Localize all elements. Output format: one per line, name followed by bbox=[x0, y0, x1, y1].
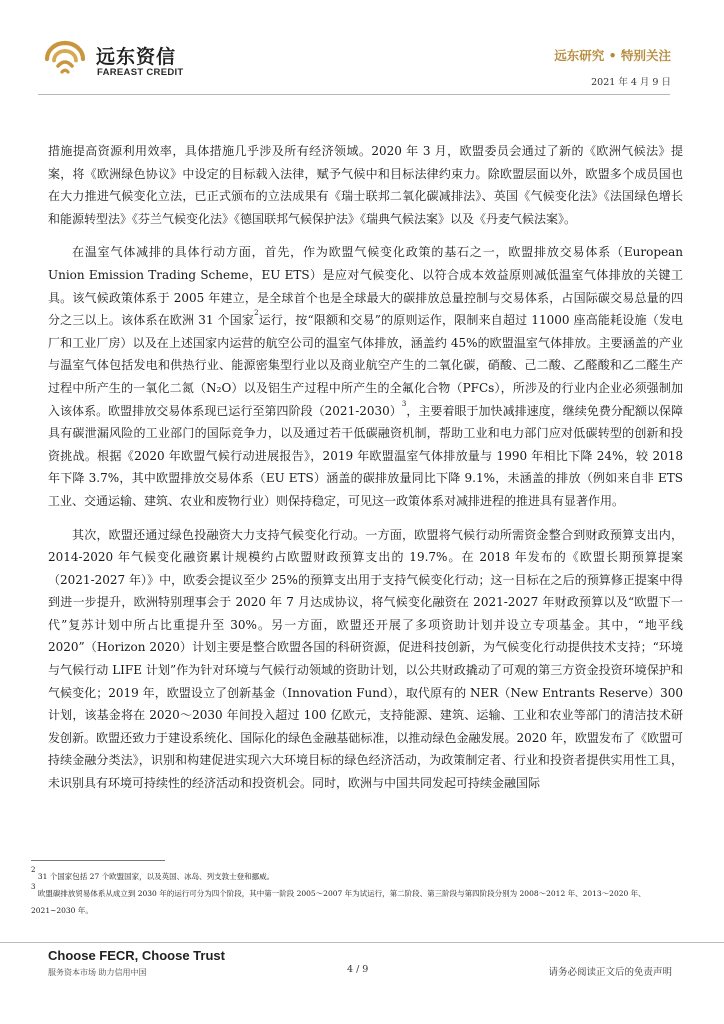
footnotes bbox=[31, 865, 683, 919]
footnote-2-mark: 2 bbox=[31, 865, 36, 874]
footer-tagline: 服务资本市场 助力信用中国 bbox=[48, 968, 147, 977]
footnote-ref-2[interactable]: 2 bbox=[254, 309, 259, 318]
paragraph-3: 其次，欧盟还通过绿色投融资大力支持气候变化行动。一方面，欧盟将气候行动所需资金整合到财政预算支出内，2014-2020 年气候变化融资累计规模约占欧盟财政预算支出的 19.7%。在 2018 年发布的《欧盟长期预算提案（2021-2027 年）》中，欧委会提议至少 25%的预算支出用于支持气候变化行动；这一目标在之后的预算修正提案中得到进一步提升，欧洲特别理事会于 2020 年 7 月达成协议，将气候变化融资在 2021-2027 年财政预算以及“欧盟下一代”复苏计划中所占比重提升至 30%。另一方面，欧盟还开展了多项资助计划并设立专项基金。其中，“地平线 2020”（Horizon 2020）计划主要是整合欧盟各国的科研资源，促进科技创新，为气候变化行动提供技术支持；“环境与气候行动 LIFE 计划”作为针对环境与气候行动领域的资助计划，以公共财政撬动了可观的第三方资金投资环境保护和气候变化；2019 年，欧盟设立了创新基金（Innovation Fund），取代原有的 NER（New Entrants Reserve）300 计划，该基金将在 2020～2030 年间投入超过 100 亿欧元，支持能源、建筑、运输、工业和农业等部门的清洁技术研发创新。欧盟还致力于建设系统化、国际化的绿色金融基础标准，以推动绿色金融发展。2020 年，欧盟发布了《欧盟可持续金融分类法》，识别和构建促进实现六大环境目标的绿色经济活动，为政策制定者、行业和投资者提供实用性工具，未识别具有环境可持续性的经济活动和投资机会。同时，欧洲与中国共同发起可持续金融国际 bbox=[48, 527, 683, 791]
paragraph-2-part-b: 运行，按“限额和交易”的原则运作，限制来自超过 11000 座高能耗设施（发电厂和工业厂房）以及在上述国家内运营的航空公司的温室气体排放，涵盖约 45%的欧盟温室气体排放。主要涵盖的产业与温室气体包括发电和供热行业、能源密集型行业以及商业航空产生的二氧化碳，硝酸、己二酸、乙醛酸和乙二醛生产过程中所产生的一氧化二氮（N₂O）以及铝生产过程中所产生的全氟化合物（PFCs），所涉及的行业内企业必须强制加入该体系。欧盟排放交易体系现已运行至第四阶段（2021-2030） bbox=[48, 313, 684, 418]
footnote-divider bbox=[31, 860, 165, 861]
footnote-2 bbox=[31, 865, 683, 885]
report-date: 2021 年 4 月 9 日 bbox=[591, 77, 671, 88]
footnote-2-text: 31 个国家包括 27 个欧盟国家，以及英国、冰岛、列支敦士登和挪威。 bbox=[37, 872, 275, 881]
paragraph-2 bbox=[48, 241, 683, 512]
brand-name-english: FAREAST CREDIT bbox=[97, 67, 184, 78]
footnote-3-text: 欧盟碳排放贸易体系从成立到 2030 年的运行可分为四个阶段，其中第一阶段 2005～2007 年为试运行，第二阶段、第三阶段与第四阶段分别为 2008～2012 年、2013～2020 年、2021~2030 年。 bbox=[31, 889, 646, 915]
fareast-credit-logo-icon bbox=[42, 40, 88, 76]
paragraph-2-part-c: ，主要着眼于加快减排速度，继续免费分配额以保障具有碳泄漏风险的工业部门的国际竞争力，以及通过若干低碳融资机制，帮助工业和电力部门应对低碳转型的创新和投资挑战。根据《2020 年欧盟气候行动进展报告》，2019 年欧盟温室气体排放量与 1990 年相比下降 24%，较 2018 年下降 3.7%，其中欧盟排放交易体系（EU ETS）涵盖的碳排放量同比下降 9.1%，未涵盖的排放（例如来自非 ETS 工业、交通运输、建筑、农业和废物行业）则保持稳定，可见这一政策体系对减排进程的推进具有显著作用。 bbox=[48, 403, 683, 508]
header-divider bbox=[38, 94, 670, 95]
footnote-ref-3[interactable]: 3 bbox=[401, 399, 407, 408]
brand-name: 远东资信 bbox=[96, 46, 177, 68]
footer-slogan: Choose FECR, Choose Trust bbox=[48, 948, 225, 963]
document-body bbox=[48, 140, 683, 806]
footnote-3-mark: 3 bbox=[31, 882, 36, 891]
paragraph-2-part-a: 在温室气体减排的具体行动方面，首先，作为欧盟气候变化政策的基石之一，欧盟排放交易体系（European Union Emission Trading Scheme，EU ETS）是应对气候变化、以符合成本效益原则减低温室气体排放的关键工具。该气候政策体系于 2005 年建立，是全球首个也是全球最大的碳排放总量控制与交易体系，占国际碳交易总量的四分之三以上。该体系在欧洲 31 个国家 bbox=[48, 245, 683, 328]
footer-divider bbox=[0, 942, 724, 943]
page-header bbox=[0, 0, 724, 110]
report-series-label: 远东研究 • 特别关注 bbox=[554, 48, 671, 63]
page-number: 4 / 9 bbox=[347, 964, 369, 975]
paragraph-1: 措施提高资源利用效率，具体措施几乎涉及所有经济领域。2020 年 3 月，欧盟委员会通过了新的《欧洲气候法》提案，将《欧洲绿色协议》中设定的目标载入法律，赋予气候中和目标法律约束力。除欧盟层面以外，欧盟多个成员国也在大力推进气候变化立法，已正式颁布的立法成果有《瑞士联邦二氧化碳减排法》、英国《气候变化法》《法国绿色增长和能源转型法》《芬兰气候变化法》《德国联邦气候保护法》《瑞典气候法案》以及《丹麦气候法案》。 bbox=[48, 144, 683, 226]
footnote-3 bbox=[31, 882, 683, 919]
footer-disclaimer: 请务必阅读正文后的免责声明 bbox=[548, 967, 672, 978]
